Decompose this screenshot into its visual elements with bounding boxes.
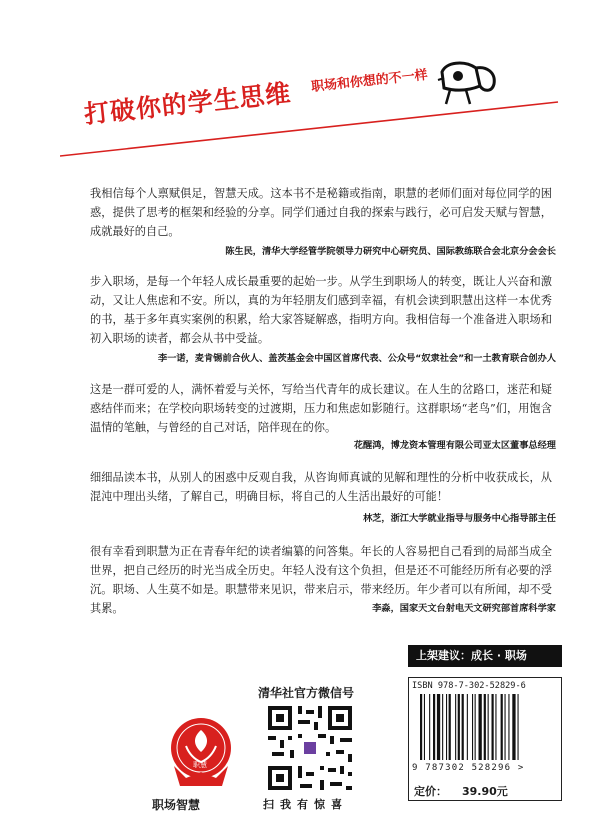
barcode-bar bbox=[505, 694, 506, 760]
barcode-bar bbox=[433, 694, 435, 760]
barcode-bar bbox=[458, 694, 460, 760]
shelf-suggestion: 上架建议：成长 · 职场 bbox=[408, 645, 562, 667]
barcode-bar bbox=[484, 694, 486, 760]
barcode-bar bbox=[512, 694, 515, 760]
barcode-bar bbox=[475, 694, 476, 760]
barcode-bar bbox=[442, 694, 443, 760]
endorsement-author-1: 陈生民，清华大学经管学院领导力研究中心研究员、国际教练联合会北京分会会长 bbox=[225, 246, 556, 257]
barcode-bar bbox=[437, 694, 440, 760]
barcode-bar bbox=[455, 694, 456, 760]
barcode-bar bbox=[462, 694, 464, 760]
barcode-bar bbox=[420, 694, 422, 760]
barcode-bar bbox=[488, 694, 489, 760]
book-title: 打破你的学生思维 bbox=[82, 78, 293, 130]
endorsement-text-1: 我相信每个人禀赋俱足，智慧天成。这本书不是秘籍或指南，职慧的老师们面对每位同学的困惑，提供了思考的框架和经验的分享。同学们通过自我的探索与践行，必可启发天赋与智慧，成就最好的自己。 bbox=[90, 187, 552, 238]
barcode-bar bbox=[467, 694, 468, 760]
barcode bbox=[414, 694, 554, 762]
barcode-bar bbox=[429, 694, 430, 760]
endorsement-text-5: 很有幸看到职慧为正在青春年纪的读者编纂的问答集。年长的人容易把自己看到的局部当成全世界，把自己经历的时光当成全历史。年轻人没有这个负担，但是还不可能经历所有必要的浮沉。职场、人生莫不如是。职慧带来见识，带来启示，带来经历。年少者可以有所闻，却不受其累。 bbox=[90, 545, 552, 615]
price: 39.90元 bbox=[462, 785, 508, 798]
isbn: ISBN 978-7-302-52829-6 bbox=[412, 681, 526, 691]
barcode-number: 9 787302 528296 > bbox=[412, 763, 525, 773]
barcode-bar bbox=[495, 694, 496, 760]
endorsement-text-3: 这是一群可爱的人，满怀着爱与关怀，写给当代青年的成长建议。在人生的岔路口，迷茫和疑惑结伴而来；在学校向职场转变的过渡期，压力和焦虑如影随行。这群职场“老鸟”们，用饱含温情的笔触，与曾经的自己对话，陪伴现在的你。 bbox=[90, 383, 552, 434]
seal-logo bbox=[166, 712, 236, 792]
price-label: 定价： bbox=[414, 785, 447, 798]
qr-code bbox=[264, 702, 356, 794]
barcode-bar bbox=[446, 694, 447, 760]
qr-caption: 扫我有惊喜 bbox=[263, 798, 348, 811]
barcode-bar bbox=[449, 694, 451, 760]
endorsement-author-4: 林芝，浙江大学就业指导与服务中心指导部主任 bbox=[363, 513, 556, 524]
endorsement-text-2: 步入职场，是每一个年轻人成长最重要的起始一步。从学生到职场人的转变，既让人兴奋和激动，又让人焦虑和不安。所以，真的为年轻朋友们感到幸福，有机会读到职慧出这样一本优秀的书，基于多年真实案例的积累，给大家答疑解惑，指明方向。我相信每一个准备进入职场和初入职场的读者，都会从书中受益。 bbox=[90, 275, 552, 345]
brand-name: 职场智慧 bbox=[152, 798, 201, 812]
endorsement-author-5: 李淼，国家天文台射电天文研究部首席科学家 bbox=[372, 603, 556, 614]
barcode-bar bbox=[472, 694, 473, 760]
endorsement-author-3: 花醒鸿，博龙资本管理有限公司亚太区董事总经理 bbox=[353, 440, 556, 451]
barcode-bar bbox=[424, 694, 425, 760]
endorsement-author-2: 李一诺，麦肯锡前合伙人、盖茨基金会中国区首席代表、公众号“奴隶社会”和一土教育联合创办人 bbox=[158, 353, 556, 364]
barcode-bar bbox=[501, 694, 503, 760]
qr-title: 清华社官方微信号 bbox=[258, 686, 355, 700]
book-subtitle: 职场和你想的不一样 bbox=[310, 67, 429, 95]
barcode-bar bbox=[479, 694, 482, 760]
endorsement-text-4: 细细品读本书，从别人的困惑中反观自我，从咨询师真诚的见解和理性的分析中收获成长，从混沌中理出头绪，了解自己，明确目标，将自己的人生活出最好的可能！ bbox=[90, 471, 552, 503]
barcode-bar bbox=[508, 694, 509, 760]
barcode-bar bbox=[492, 694, 494, 760]
barcode-bar bbox=[518, 694, 519, 760]
seal-text: 职慧 bbox=[193, 761, 207, 769]
